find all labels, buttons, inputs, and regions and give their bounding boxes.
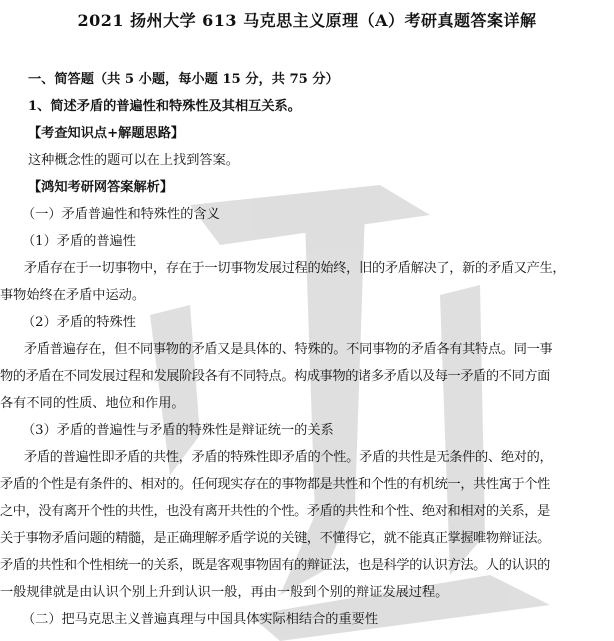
paragraph-line: 各有不同的性质、地位和作用。 xyxy=(0,396,185,411)
subheading: （3）矛盾的普遍性与矛盾的特殊性是辩证统一的关系 xyxy=(22,423,334,438)
paragraph-line: 矛盾的共性和个性相统一的关系，既是客观事物固有的辩证法，也是科学的认识方法。人的认识的 xyxy=(0,558,550,573)
subheading: （1）矛盾的普遍性 xyxy=(22,234,136,249)
answer-analysis-heading: 【鸿知考研网答案解析】 xyxy=(28,180,174,195)
question-title: 1、简述矛盾的普遍性和特殊性及其相互关系。 xyxy=(28,99,301,114)
paragraph-line: 关于事物矛盾问题的精髓，是正确理解矛盾学说的关键，不懂得它，就不能真正掌握唯物辩证法。 xyxy=(0,531,550,546)
subheading: （二）把马克思主义普遍真理与中国具体实际相结合的重要性 xyxy=(22,612,379,627)
paragraph-line: 矛盾存在于一切事物中，存在于一切事物发展过程的始终，旧的矛盾解决了，新的矛盾又产生， xyxy=(24,261,566,276)
subheading: （一）矛盾普遍性和特殊性的含义 xyxy=(22,207,220,222)
knowledge-point-heading: 【考查知识点+解题思路】 xyxy=(28,126,185,141)
paragraph-line: 矛盾的个性是有条件的、相对的。任何现实存在的事物都是共性和个性的有机统一，共性寓于个性 xyxy=(0,477,550,492)
paragraph-line: 事物始终在矛盾中运动。 xyxy=(0,288,146,303)
subheading: （2）矛盾的特殊性 xyxy=(22,315,136,330)
paragraph-line: 物的矛盾在不同发展过程和发展阶段各有不同特点。构成事物的诸多矛盾以及每一矛盾的不同方面 xyxy=(0,369,550,384)
document-title: 2021 扬州大学 613 马克思主义原理（A）考研真题答案详解 xyxy=(77,11,537,30)
paragraph-line: 矛盾普遍存在，但不同事物的矛盾又是具体的、特殊的。不同事物的矛盾各有其特点。同一事 xyxy=(24,342,553,357)
paragraph-line: 矛盾的普遍性即矛盾的共性，矛盾的特殊性即矛盾的个性。矛盾的共性是无条件的、绝对的， xyxy=(24,450,553,465)
paragraph-line: 一般规律就是由认识个别上升到认识一般，再由一般到个别的辩证发展过程。 xyxy=(0,585,449,600)
section-heading: 一、简答题（共 5 小题，每小题 15 分，共 75 分） xyxy=(28,72,339,87)
paragraph-line: 这种概念性的题可以在上找到答案。 xyxy=(28,153,239,168)
paragraph-line: 之中，没有离开个性的共性，也没有离开共性的个性。矛盾的共性和个性、绝对和相对的关系，是 xyxy=(0,504,550,519)
